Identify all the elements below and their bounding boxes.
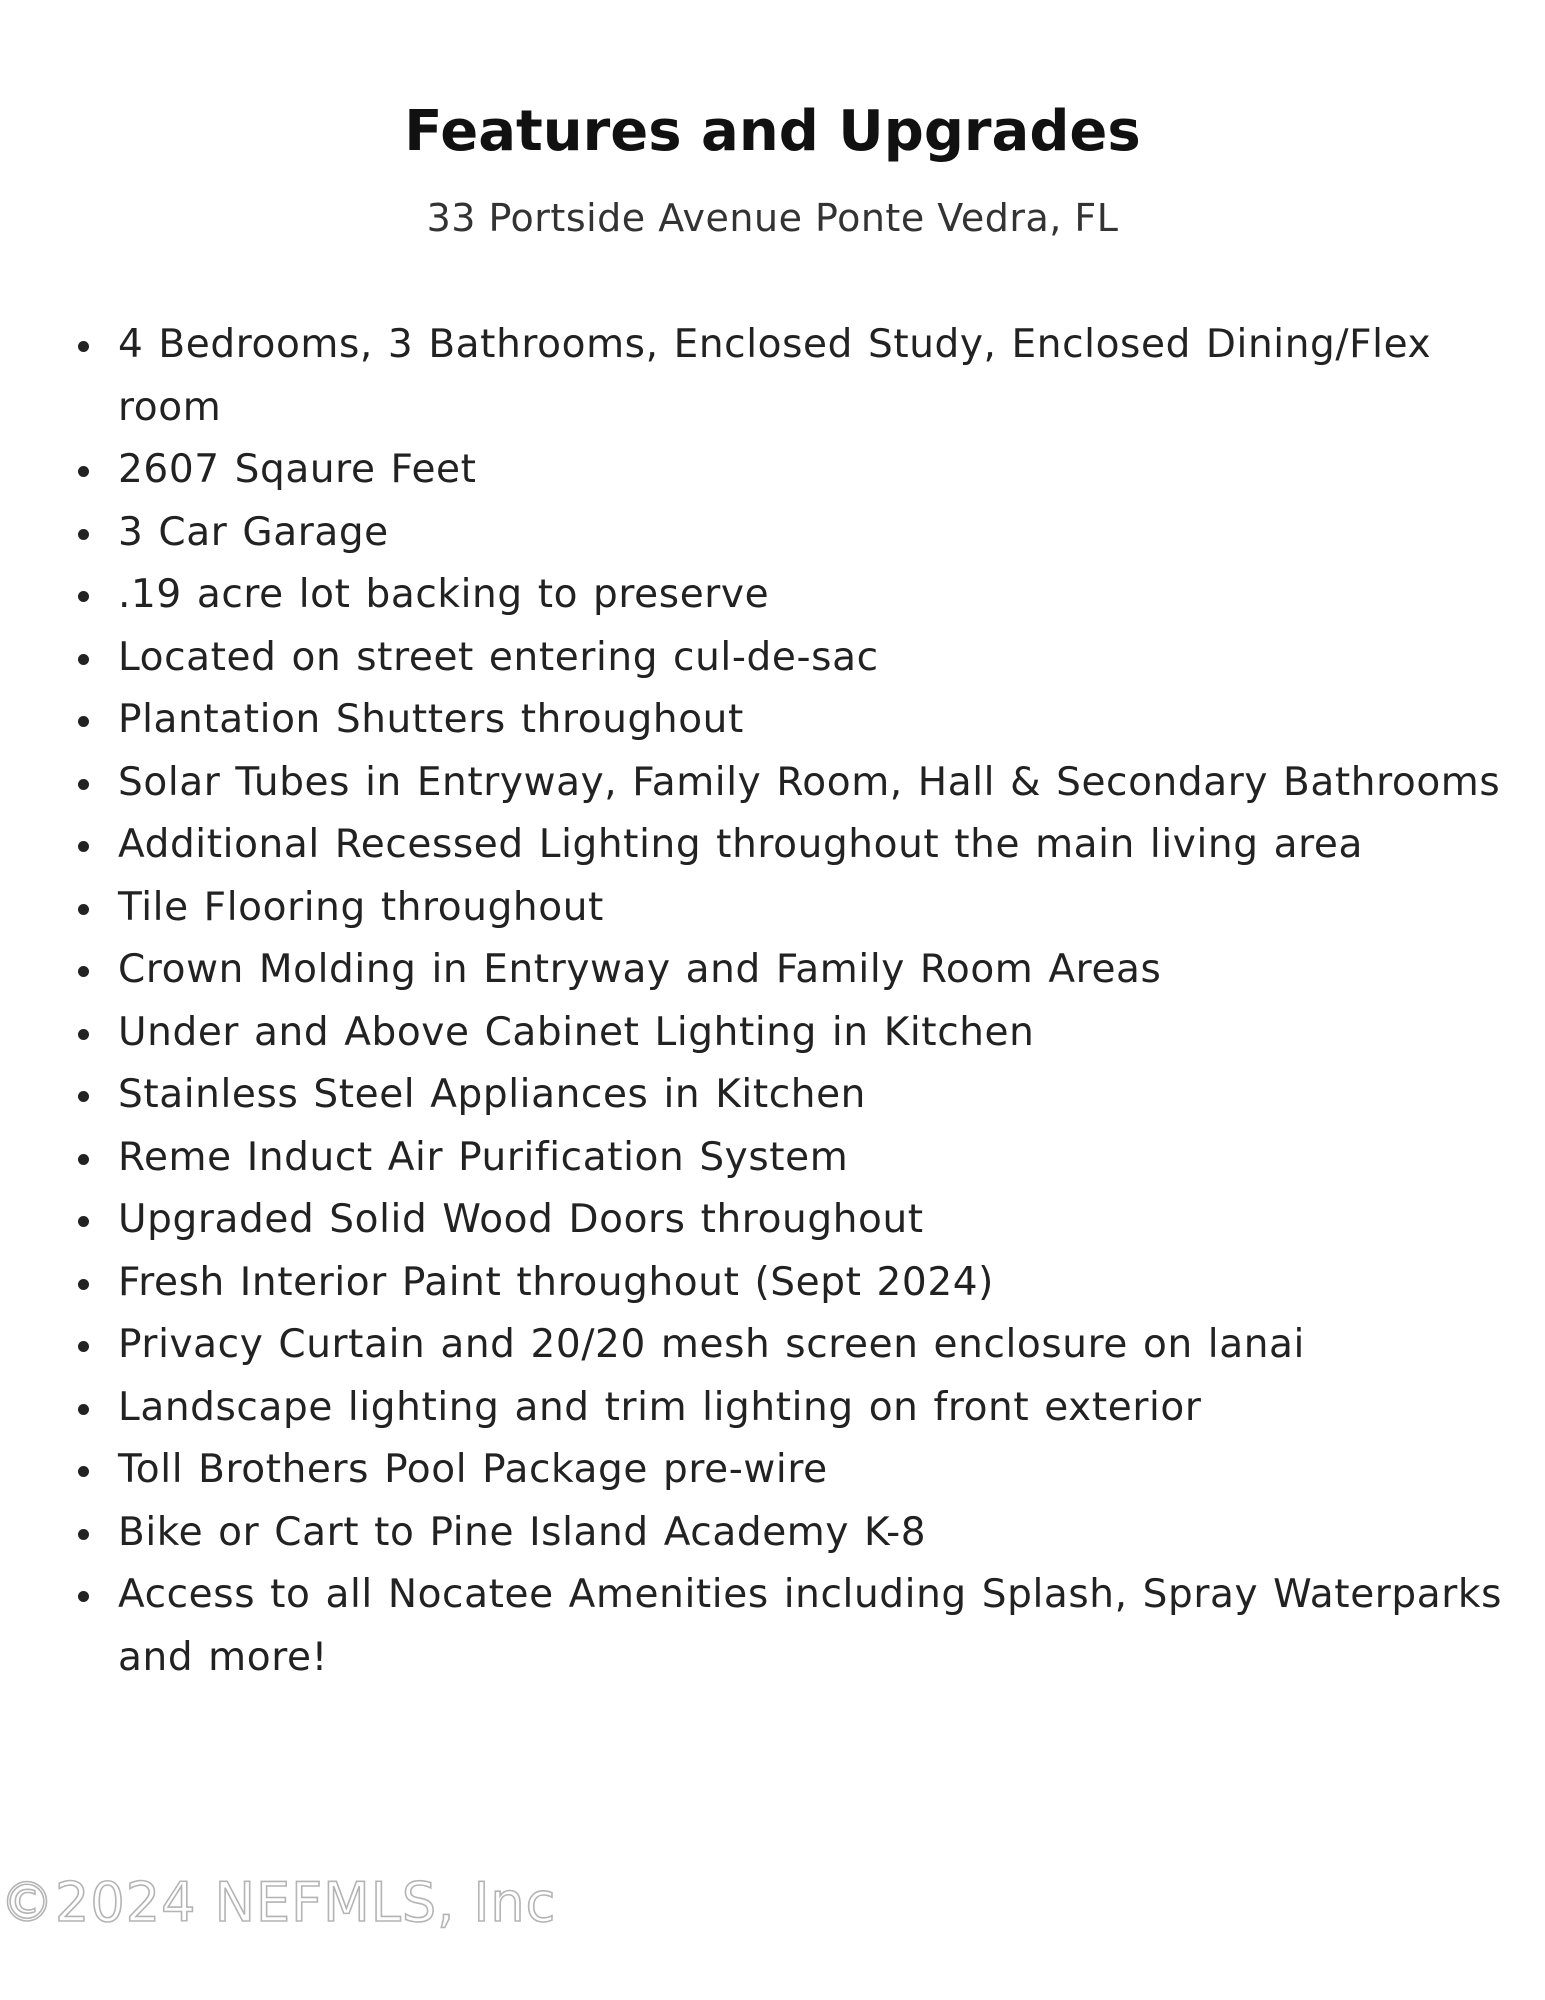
feature-text: Tile Flooring throughout bbox=[118, 884, 604, 930]
feature-text: Access to all Nocatee Amenities including Splash, Spray Waterparks and more! bbox=[118, 1572, 1503, 1680]
bullet-icon bbox=[78, 1341, 89, 1352]
feature-item bbox=[0, 752, 1545, 815]
feature-text: Crown Molding in Entryway and Family Room Areas bbox=[118, 947, 1162, 992]
feature-item bbox=[0, 502, 1545, 565]
feature-text: 3 Car Garage bbox=[118, 509, 389, 555]
feature-item bbox=[0, 439, 1545, 502]
feature-item bbox=[0, 1127, 1545, 1190]
document-title: Features and Upgrades bbox=[404, 99, 1141, 164]
bullet-icon bbox=[78, 1154, 89, 1165]
feature-item bbox=[0, 1002, 1545, 1065]
feature-text: Stainless Steel Appliances in Kitchen bbox=[118, 1072, 866, 1117]
feature-text: Additional Recessed Lighting throughout the main living area bbox=[118, 822, 1363, 867]
bullet-icon bbox=[78, 341, 89, 352]
bullet-icon bbox=[78, 1091, 89, 1102]
property-address: 33 Portside Avenue Ponte Vedra, FL bbox=[426, 196, 1119, 240]
bullet-icon bbox=[78, 1404, 89, 1415]
feature-text: Bike or Cart to Pine Island Academy K-8 bbox=[118, 1509, 927, 1555]
bullet-icon bbox=[78, 779, 89, 790]
feature-text: Upgraded Solid Wood Doors throughout bbox=[118, 1197, 924, 1242]
feature-item bbox=[0, 1252, 1545, 1315]
feature-item bbox=[0, 939, 1545, 1002]
feature-item bbox=[0, 1064, 1545, 1127]
feature-item bbox=[0, 877, 1545, 940]
feature-item bbox=[0, 564, 1545, 627]
feature-item bbox=[0, 1502, 1545, 1565]
features-list bbox=[0, 314, 1545, 1689]
bullet-icon bbox=[78, 1591, 89, 1602]
bullet-icon bbox=[78, 591, 89, 602]
bullet-icon bbox=[78, 841, 89, 852]
bullet-icon bbox=[78, 654, 89, 665]
feature-text: 4 Bedrooms, 3 Bathrooms, Enclosed Study, Enclosed Dining/Flex room bbox=[118, 322, 1432, 430]
feature-text: Under and Above Cabinet Lighting in Kitchen bbox=[118, 1009, 1035, 1055]
feature-item bbox=[0, 314, 1545, 439]
feature-text: Fresh Interior Paint throughout (Sept 2024) bbox=[118, 1259, 994, 1305]
feature-text: 2607 Sqaure Feet bbox=[118, 447, 477, 492]
feature-item bbox=[0, 814, 1545, 877]
bullet-icon bbox=[78, 904, 89, 915]
bullet-icon bbox=[78, 1216, 89, 1227]
bullet-icon bbox=[78, 466, 89, 477]
feature-text: Landscape lighting and trim lighting on front exterior bbox=[118, 1384, 1202, 1430]
bullet-icon bbox=[78, 529, 89, 540]
feature-text: Plantation Shutters throughout bbox=[118, 697, 744, 742]
feature-text: Solar Tubes in Entryway, Family Room, Hall & Secondary Bathrooms bbox=[118, 759, 1501, 805]
bullet-icon bbox=[78, 1279, 89, 1290]
feature-item bbox=[0, 689, 1545, 752]
feature-text: .19 acre lot backing to preserve bbox=[118, 572, 770, 617]
feature-item bbox=[0, 627, 1545, 690]
feature-text: Located on street entering cul-de-sac bbox=[118, 634, 879, 680]
copyright-watermark: ©2024 NEFMLS, Inc bbox=[0, 1871, 557, 1934]
feature-item bbox=[0, 1564, 1545, 1689]
feature-text: Reme Induct Air Purification System bbox=[118, 1134, 849, 1180]
feature-text: Toll Brothers Pool Package pre-wire bbox=[118, 1447, 828, 1492]
feature-item bbox=[0, 1377, 1545, 1440]
bullet-icon bbox=[78, 966, 89, 977]
bullet-icon bbox=[78, 1466, 89, 1477]
feature-item bbox=[0, 1189, 1545, 1252]
bullet-icon bbox=[78, 716, 89, 727]
bullet-icon bbox=[78, 1029, 89, 1040]
bullet-icon bbox=[78, 1529, 89, 1540]
feature-item bbox=[0, 1314, 1545, 1377]
feature-item bbox=[0, 1439, 1545, 1502]
feature-text: Privacy Curtain and 20/20 mesh screen enclosure on lanai bbox=[118, 1322, 1305, 1367]
